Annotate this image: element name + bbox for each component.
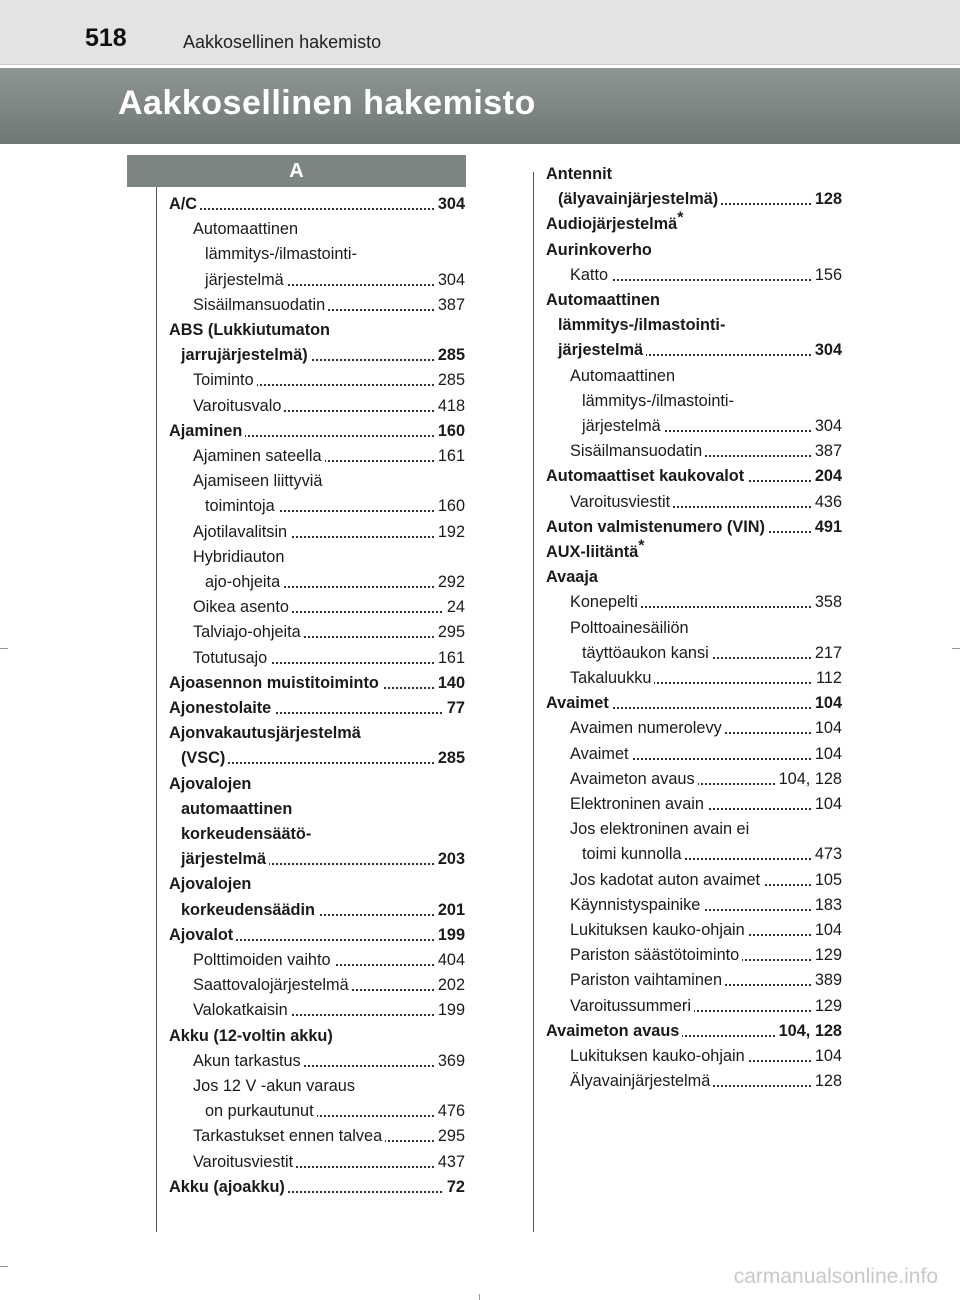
entry-page-ref: 476 — [435, 1099, 465, 1123]
entry-page-ref: 491 — [812, 515, 842, 539]
entry-term: Talviajo-ohjeita — [193, 620, 304, 644]
entry-page-ref: 77 — [444, 696, 465, 720]
entry-page-ref: 104, 128 — [776, 1019, 842, 1043]
index-entry — [546, 209, 842, 236]
entry-term: järjestelmä — [558, 338, 646, 362]
dot-leader — [169, 208, 465, 210]
index-entry — [169, 872, 465, 896]
entry-term: Avaimeton avaus — [570, 767, 698, 791]
entry-term: Saattovalojärjestelmä — [193, 973, 352, 997]
entry-term: Avaimet — [546, 691, 612, 715]
entry-page-ref: 387 — [812, 439, 842, 463]
index-subentry — [570, 994, 842, 1018]
entry-term: Avaaja — [546, 565, 601, 589]
entry-term: Käynnistyspainike — [570, 893, 703, 917]
entry-page-ref: 128 — [812, 1069, 842, 1093]
entry-term: (älyavainjärjestelmä) — [558, 187, 721, 211]
entry-page-ref: 204 — [812, 464, 842, 488]
index-subentry — [193, 620, 465, 644]
watermark: carmanualsonline.info — [733, 1265, 938, 1288]
entry-term: Avaimeton avaus — [546, 1019, 682, 1043]
entry-term: Sisäilmansuodatin — [193, 293, 328, 317]
entry-term: Audiojärjestelmä* — [546, 212, 686, 236]
index-entry — [546, 565, 842, 589]
entry-term: Ajovalot — [169, 923, 236, 947]
entry-term: Polttoainesäiliön — [570, 616, 692, 640]
entry-term: Hybridiauton — [193, 545, 287, 569]
entry-page-ref: 161 — [435, 444, 465, 468]
index-subentry — [193, 1150, 465, 1174]
entry-term: (VSC) — [181, 746, 228, 770]
entry-term: Akun tarkastus — [193, 1049, 304, 1073]
entry-term: Ajaminen sateella — [193, 444, 325, 468]
entry-page-ref: 128 — [812, 187, 842, 211]
entry-page-ref: 129 — [812, 943, 842, 967]
index-entry — [558, 187, 842, 211]
entry-term: Totutusajo — [193, 646, 270, 670]
entry-page-ref: 104 — [812, 691, 842, 715]
crop-mark — [479, 1294, 480, 1300]
index-subentry — [570, 616, 842, 640]
page-title: Aakkosellinen hakemisto — [118, 84, 536, 122]
index-entry — [169, 419, 465, 443]
entry-term: Automaattinen — [193, 217, 301, 241]
index-entry — [181, 898, 465, 922]
entry-page-ref: 140 — [435, 671, 465, 695]
index-subentry — [193, 595, 465, 619]
entry-term: Ajaminen — [169, 419, 245, 443]
index-subentry — [193, 1124, 465, 1148]
entry-term: Avaimet — [570, 742, 632, 766]
index-entry — [169, 721, 465, 745]
entry-term: Katto — [570, 263, 611, 287]
entry-term: Ajotilavalitsin — [193, 520, 290, 544]
entry-page-ref: 24 — [444, 595, 465, 619]
index-entry — [546, 515, 842, 539]
entry-term: Jos kadotat auton avaimet — [570, 868, 763, 892]
index-entry — [558, 313, 842, 337]
entry-term: automaattinen — [181, 797, 295, 821]
index-entry — [169, 192, 465, 216]
index-subentry — [582, 842, 842, 866]
entry-term: Tarkastukset ennen talvea — [193, 1124, 385, 1148]
entry-page-ref: 160 — [435, 419, 465, 443]
entry-term: on purkautunut — [205, 1099, 317, 1123]
entry-page-ref: 129 — [812, 994, 842, 1018]
entry-page-ref: 104 — [812, 742, 842, 766]
index-entry — [169, 772, 465, 796]
entry-page-ref: 295 — [435, 620, 465, 644]
entry-term: Automaattiset kaukovalot — [546, 464, 747, 488]
index-entry — [169, 671, 465, 695]
index-subentry — [193, 998, 465, 1022]
entry-page-ref: 202 — [435, 973, 465, 997]
index-subentry — [570, 439, 842, 463]
index-subentry — [193, 293, 465, 317]
index-entry — [546, 238, 842, 262]
entry-term: Avaimen numerolevy — [570, 716, 725, 740]
index-subentry — [570, 590, 842, 614]
index-subentry — [570, 767, 842, 791]
index-subentry — [570, 1044, 842, 1068]
index-subentry — [205, 268, 465, 292]
index-subentry — [193, 444, 465, 468]
entry-term: järjestelmä — [205, 268, 287, 292]
entry-term: Ajoasennon muistitoiminto — [169, 671, 382, 695]
entry-page-ref: 104, 128 — [776, 767, 842, 791]
index-subentry — [205, 242, 465, 266]
entry-term: järjestelmä — [181, 847, 269, 871]
index-subentry — [193, 394, 465, 418]
crop-mark — [0, 1266, 8, 1267]
entry-term: Jos 12 V -akun varaus — [193, 1074, 358, 1098]
entry-page-ref: 358 — [812, 590, 842, 614]
entry-page-ref: 105 — [812, 868, 842, 892]
entry-page-ref: 304 — [435, 192, 465, 216]
index-subentry — [570, 1069, 842, 1093]
middle-column-rule — [533, 172, 534, 1232]
entry-page-ref: 161 — [435, 646, 465, 670]
entry-term: Ajonestolaite — [169, 696, 274, 720]
entry-page-ref: 436 — [812, 490, 842, 514]
entry-term: ABS (Lukkiutumaton — [169, 318, 333, 342]
crop-mark — [952, 648, 960, 649]
entry-page-ref: 112 — [813, 666, 842, 690]
entry-page-ref: 404 — [435, 948, 465, 972]
entry-page-ref: 304 — [812, 338, 842, 362]
index-subentry — [193, 520, 465, 544]
index-entry — [546, 464, 842, 488]
page-number: 518 — [85, 24, 127, 52]
entry-term: korkeudensäätö- — [181, 822, 314, 846]
entry-term: Antennit — [546, 162, 615, 186]
index-subentry — [193, 948, 465, 972]
index-subentry — [193, 646, 465, 670]
entry-page-ref: 201 — [435, 898, 465, 922]
entry-page-ref: 217 — [812, 641, 842, 665]
index-letter-heading: A — [127, 155, 466, 187]
index-entry — [546, 1019, 842, 1043]
entry-term: Konepelti — [570, 590, 641, 614]
entry-term: toimi kunnolla — [582, 842, 685, 866]
index-subentry — [193, 1049, 465, 1073]
entry-term: A/C — [169, 192, 200, 216]
index-subentry — [570, 817, 842, 841]
entry-page-ref: 72 — [444, 1175, 465, 1199]
index-subentry — [570, 666, 842, 690]
entry-page-ref: 285 — [435, 343, 465, 367]
entry-term: Sisäilmansuodatin — [570, 439, 705, 463]
index-entry — [546, 162, 842, 186]
index-entry — [169, 696, 465, 720]
entry-page-ref: 183 — [812, 893, 842, 917]
index-subentry — [582, 389, 842, 413]
header-strip — [0, 0, 960, 65]
index-subentry — [570, 716, 842, 740]
entry-term: Varoitusviestit — [193, 1150, 296, 1174]
index-subentry — [205, 494, 465, 518]
entry-page-ref: 285 — [435, 746, 465, 770]
entry-page-ref: 104 — [812, 792, 842, 816]
index-entry — [181, 797, 465, 821]
index-subentry — [570, 893, 842, 917]
index-subentry — [570, 263, 842, 287]
entry-term: Akku (ajoakku) — [169, 1175, 288, 1199]
entry-page-ref: 156 — [812, 263, 842, 287]
entry-term: Ajovalojen — [169, 872, 254, 896]
crop-mark — [0, 648, 8, 649]
index-entry — [181, 822, 465, 846]
entry-term: Takaluukku — [570, 666, 654, 690]
entry-term: lämmitys-/ilmastointi- — [558, 313, 728, 337]
entry-term: korkeudensäädin — [181, 898, 318, 922]
index-subentry — [193, 217, 465, 241]
left-column-rule — [156, 187, 157, 1232]
entry-term: Lukituksen kauko-ohjain — [570, 1044, 748, 1068]
entry-term: AUX-liitäntä* — [546, 540, 648, 564]
index-subentry — [205, 1099, 465, 1123]
running-title: Aakkosellinen hakemisto — [183, 32, 382, 52]
index-entry — [546, 288, 842, 312]
index-entry — [558, 338, 842, 362]
index-entry — [169, 1175, 465, 1199]
entry-term: Älyavainjärjestelmä — [570, 1069, 713, 1093]
index-subentry — [193, 973, 465, 997]
index-entry — [546, 691, 842, 715]
entry-term: Pariston säästötoiminto — [570, 943, 742, 967]
entry-term: Automaattinen — [570, 364, 678, 388]
entry-term: Oikea asento — [193, 595, 292, 619]
entry-term: Akku (12-voltin akku) — [169, 1024, 336, 1048]
entry-term: Ajonvakautusjärjestelmä — [169, 721, 364, 745]
index-subentry — [570, 364, 842, 388]
entry-term: Polttimoiden vaihto — [193, 948, 334, 972]
entry-page-ref: 418 — [435, 394, 465, 418]
index-entry — [169, 318, 465, 342]
footnote-star: * — [677, 209, 684, 227]
entry-page-ref: 387 — [435, 293, 465, 317]
entry-term: järjestelmä — [582, 414, 664, 438]
index-subentry — [570, 968, 842, 992]
entry-page-ref: 192 — [435, 520, 465, 544]
entry-term: Auton valmistenumero (VIN) — [546, 515, 768, 539]
entry-term: lämmitys-/ilmastointi- — [205, 242, 360, 266]
entry-term: Varoitusvalo — [193, 394, 284, 418]
entry-page-ref: 473 — [812, 842, 842, 866]
entry-term: ajo-ohjeita — [205, 570, 283, 594]
index-subentry — [582, 414, 842, 438]
entry-term: toimintoja — [205, 494, 278, 518]
index-entry — [181, 847, 465, 871]
index-entry — [181, 746, 465, 770]
index-subentry — [193, 1074, 465, 1098]
entry-page-ref: 304 — [435, 268, 465, 292]
entry-page-ref: 203 — [435, 847, 465, 871]
entry-term: Ajamiseen liittyviä — [193, 469, 325, 493]
entry-page-ref: 160 — [435, 494, 465, 518]
index-subentry — [570, 742, 842, 766]
entry-page-ref: 369 — [435, 1049, 465, 1073]
index-subentry — [570, 943, 842, 967]
entry-term: jarrujärjestelmä) — [181, 343, 311, 367]
footnote-star: * — [638, 537, 645, 555]
index-entry — [546, 537, 842, 564]
index-subentry — [570, 868, 842, 892]
entry-term: Toiminto — [193, 368, 257, 392]
index-subentry — [570, 918, 842, 942]
entry-page-ref: 104 — [812, 1044, 842, 1068]
entry-page-ref: 104 — [812, 716, 842, 740]
entry-page-ref: 389 — [812, 968, 842, 992]
entry-term: täyttöaukon kansi — [582, 641, 712, 665]
index-subentry — [193, 469, 465, 493]
entry-page-ref: 437 — [435, 1150, 465, 1174]
entry-term: Elektroninen avain — [570, 792, 707, 816]
entry-page-ref: 295 — [435, 1124, 465, 1148]
entry-page-ref: 199 — [435, 923, 465, 947]
index-subentry — [193, 545, 465, 569]
index-subentry — [205, 570, 465, 594]
entry-page-ref: 199 — [435, 998, 465, 1022]
entry-term: Aurinkoverho — [546, 238, 655, 262]
index-entry — [181, 343, 465, 367]
entry-term: Ajovalojen — [169, 772, 254, 796]
entry-term: Lukituksen kauko-ohjain — [570, 918, 748, 942]
entry-term: Jos elektroninen avain ei — [570, 817, 752, 841]
entry-page-ref: 104 — [812, 918, 842, 942]
entry-term: Valokatkaisin — [193, 998, 291, 1022]
index-subentry — [570, 490, 842, 514]
entry-page-ref: 292 — [435, 570, 465, 594]
index-entry — [169, 1024, 465, 1048]
index-entry — [169, 923, 465, 947]
entry-page-ref: 304 — [812, 414, 842, 438]
entry-term: lämmitys-/ilmastointi- — [582, 389, 737, 413]
index-subentry — [570, 792, 842, 816]
index-subentry — [582, 641, 842, 665]
entry-page-ref: 285 — [435, 368, 465, 392]
index-subentry — [193, 368, 465, 392]
entry-term: Pariston vaihtaminen — [570, 968, 725, 992]
entry-term: Automaattinen — [546, 288, 663, 312]
entry-term: Varoitussummeri — [570, 994, 694, 1018]
entry-term: Varoitusviestit — [570, 490, 673, 514]
